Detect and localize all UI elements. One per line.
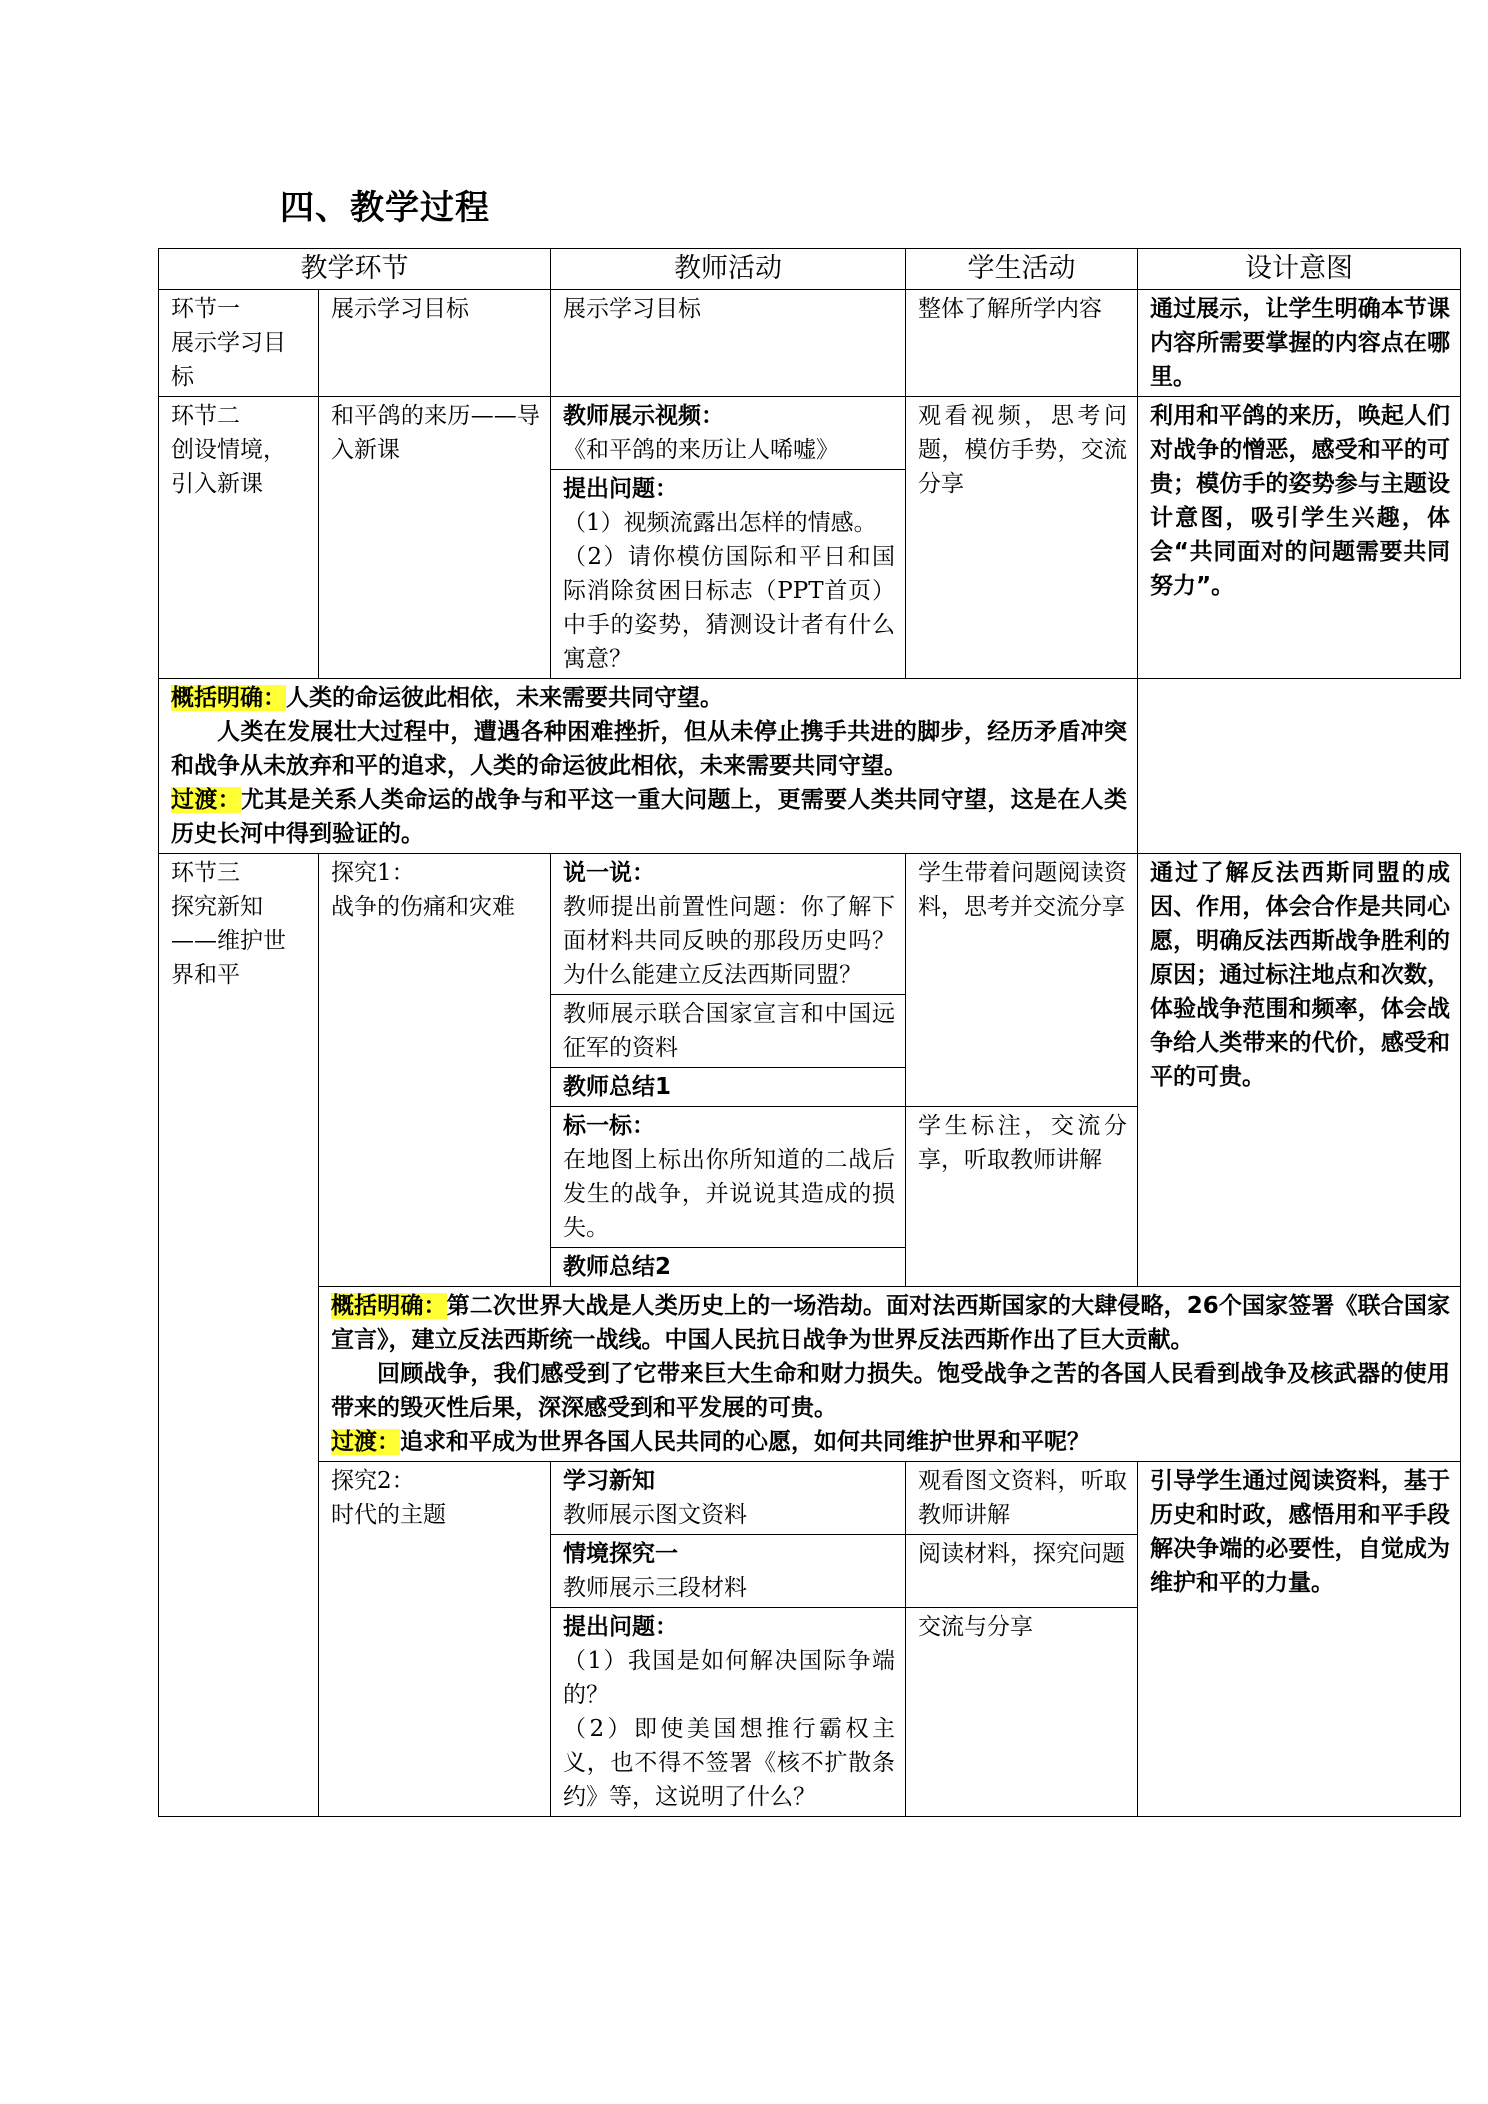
stage2-name-line: 环节二	[171, 403, 240, 429]
transition-text: 尤其是关系人类命运的战争与和平这一重大问题上，更需要人类共同守望，这是在人类历史长河中得到验证的。	[171, 787, 1128, 847]
teacher-question-item: （2）请你模仿国际和平日和国际消除贫困日标志（PPT首页）中手的姿势，猜测设计者有什么寓意？	[563, 544, 895, 672]
stage3-name-line: ——维护世	[171, 928, 286, 954]
explore1-student-2: 学生标注，交流分享，听取教师讲解	[906, 1107, 1138, 1287]
summary-text: 第二次世界大战是人类历史上的一场浩劫。面对法西斯国家的大肆侵略，26个国家签署《联合国家宣言》，建立反法西斯统一战线。中国人民抗日战争为世界反法西斯作出了巨大贡献。	[331, 1293, 1450, 1353]
stage2-name	[159, 397, 319, 679]
explore1-student-1: 学生带着问题阅读资料，思考并交流分享	[906, 854, 1138, 1107]
stage3-name-line: 环节三	[171, 860, 240, 886]
transition-label: 过渡：	[171, 787, 241, 813]
explore2-teacher-scenario	[551, 1535, 906, 1608]
explore2-sub-line: 探究2：	[331, 1468, 415, 1494]
explore2-student-2: 阅读材料，探究问题	[906, 1535, 1138, 1608]
transition-text: 追求和平成为世界各国人民共同的心愿，如何共同维护世界和平呢？	[400, 1429, 1090, 1455]
stage2-teacher-questions	[551, 470, 906, 679]
teacher-questions-title: 提出问题：	[563, 1614, 678, 1640]
explore2-teacher-questions	[551, 1608, 906, 1817]
header-teacher: 教师活动	[551, 249, 906, 290]
stage2-intent: 利用和平鸽的来历，唤起人们对战争的憎恶，感受和平的可贵；模仿手的姿势参与主题设计意图，吸引学生兴趣，体会“共同面对的问题需要共同努力”。	[1138, 397, 1461, 679]
explore1-teacher-summary1: 教师总结1	[551, 1068, 906, 1107]
explore2-teacher-learn	[551, 1462, 906, 1535]
transition-label: 过渡：	[331, 1429, 400, 1455]
teacher-learn-title: 学习新知	[563, 1468, 655, 1494]
explore2-student-1: 观看图文资料，听取教师讲解	[906, 1462, 1138, 1535]
teacher-learn-text: 教师展示图文资料	[563, 1502, 747, 1528]
stage1-student: 整体了解所学内容	[906, 290, 1138, 397]
teacher-say-title: 说一说：	[563, 860, 655, 886]
explore1-sub-line: 探究1：	[331, 860, 415, 886]
stage2-sub: 和平鸽的来历——导入新课	[319, 397, 551, 679]
stage2-summary-row	[159, 679, 1461, 854]
summary-paragraph: 回顾战争，我们感受到了它带来巨大生命和财力损失。饱受战争之苦的各国人民看到战争及核武器的使用带来的毁灭性后果，深深感受到和平发展的可贵。	[331, 1361, 1450, 1421]
explore2-sub	[319, 1462, 551, 1817]
stage2-row-a	[159, 397, 1461, 470]
stage1-name-line: 展示学习目标	[171, 330, 286, 390]
explore2-student-3: 交流与分享	[906, 1608, 1138, 1817]
summary-label: 概括明确：	[171, 685, 286, 711]
stage1-name-line: 环节一	[171, 296, 240, 322]
stage3-name-line: 探究新知	[171, 894, 263, 920]
teacher-question-item: （1）我国是如何解决国际争端的？	[563, 1648, 895, 1708]
stage1-name	[159, 290, 319, 397]
explore2-intent: 引导学生通过阅读资料，基于历史和时政，感悟用和平手段解决争端的必要性，自觉成为维护和平的力量。	[1138, 1462, 1461, 1817]
explore1-teacher-show: 教师展示联合国家宣言和中国远征军的资料	[551, 995, 906, 1068]
stage2-name-line: 创设情境，	[171, 437, 286, 463]
stage2-student: 观看视频，思考问题，模仿手势，交流分享	[906, 397, 1138, 679]
stage1-row	[159, 290, 1461, 397]
header-stage: 教学环节	[159, 249, 551, 290]
stage3-e2-row1	[159, 1462, 1461, 1535]
teacher-scenario-text: 教师展示三段材料	[563, 1575, 747, 1601]
stage1-intent: 通过展示，让学生明确本节课内容所需要掌握的内容点在哪里。	[1138, 290, 1461, 397]
teacher-video-text: 《和平鸽的来历让人唏嘘》	[563, 437, 839, 463]
stage2-name-line: 引入新课	[171, 471, 263, 497]
teacher-mark-text: 在地图上标出你所知道的二战后发生的战争，并说说其造成的损失。	[563, 1147, 895, 1241]
header-row	[159, 249, 1461, 290]
section-title: 四、教学过程	[280, 188, 490, 228]
summary-text: 人类的命运彼此相依，未来需要共同守望。	[286, 685, 723, 711]
explore1-teacher-summary2: 教师总结2	[551, 1248, 906, 1287]
explore2-sub-line: 时代的主题	[331, 1502, 446, 1528]
explore1-intent: 通过了解反法西斯同盟的成因、作用，体会合作是共同心愿，明确反法西斯战争胜利的原因；通过标注地点和次数，体验战争范围和频率，体会战争给人类带来的代价，感受和平的可贵。	[1138, 854, 1461, 1287]
teaching-process-table	[158, 248, 1461, 1817]
header-intent: 设计意图	[1138, 249, 1461, 290]
stage3-name-line: 界和平	[171, 962, 240, 988]
explore1-teacher-mark	[551, 1107, 906, 1248]
stage3-summary	[319, 1287, 1461, 1462]
teacher-questions-title: 提出问题：	[563, 476, 678, 502]
explore1-teacher-say	[551, 854, 906, 995]
header-student: 学生活动	[906, 249, 1138, 290]
stage2-teacher-video	[551, 397, 906, 470]
stage1-sub: 展示学习目标	[319, 290, 551, 397]
stage1-teacher: 展示学习目标	[551, 290, 906, 397]
teacher-question-item: （2）即使美国想推行霸权主义，也不得不签署《核不扩散条约》等，这说明了什么？	[563, 1716, 895, 1810]
explore1-sub-line: 战争的伤痛和灾难	[331, 894, 515, 920]
stage3-e1-row1	[159, 854, 1461, 995]
teacher-mark-title: 标一标：	[563, 1113, 655, 1139]
teacher-say-text: 教师提出前置性问题：你了解下面材料共同反映的那段历史吗？为什么能建立反法西斯同盟？	[563, 894, 895, 988]
explore1-sub	[319, 854, 551, 1287]
teacher-question-item: （1）视频流露出怎样的情感。	[563, 510, 877, 536]
stage2-summary	[159, 679, 1138, 854]
stage3-summary-row	[159, 1287, 1461, 1462]
teacher-scenario-title: 情境探究一	[563, 1541, 678, 1567]
stage3-name	[159, 854, 319, 1817]
summary-paragraph: 人类在发展壮大过程中，遭遇各种困难挫折，但从未停止携手共进的脚步，经历矛盾冲突和战争从未放弃和平的追求，人类的命运彼此相依，未来需要共同守望。	[171, 719, 1127, 779]
summary-label: 概括明确：	[331, 1293, 447, 1319]
teacher-video-title: 教师展示视频：	[563, 403, 724, 429]
